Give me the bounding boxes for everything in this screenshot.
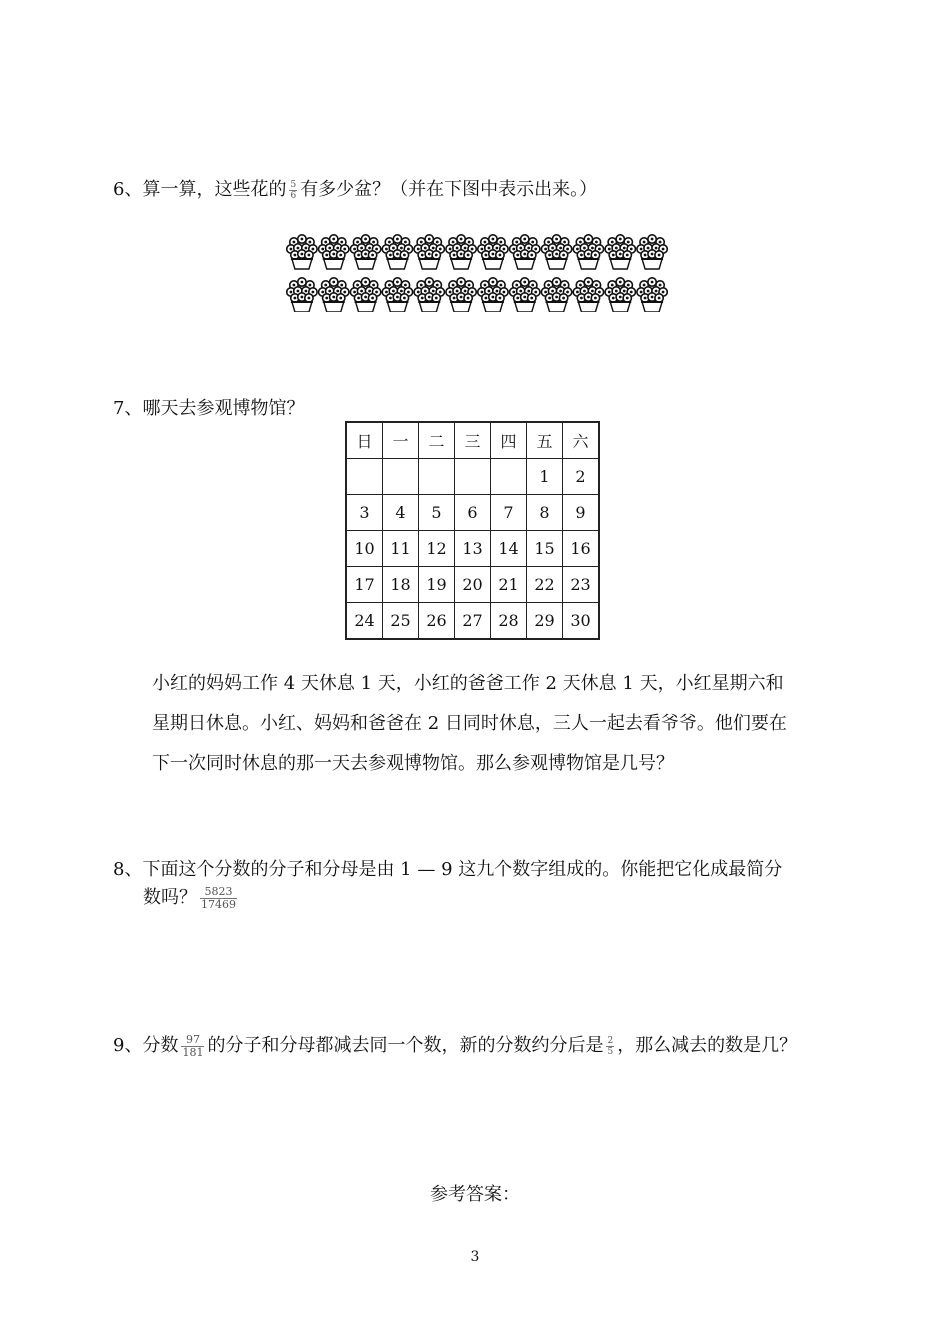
question-8-line-2 (143, 885, 240, 911)
calendar-week-row (346, 567, 599, 603)
flower-pot-icon (446, 278, 476, 312)
calendar-day-cell: 13 (455, 531, 491, 567)
q8-fraction-denominator: 17469 (201, 897, 236, 911)
q9-fraction-2-numerator: 2 (607, 1035, 614, 1046)
flower-pots-illustration (286, 234, 668, 312)
question-7-title: 7、哪天去参观博物馆？ (113, 398, 305, 419)
calendar-day-cell: 5 (419, 495, 455, 531)
flower-pot-icon (350, 235, 380, 269)
flower-pot-icon (637, 235, 667, 269)
calendar-week-row (346, 495, 599, 531)
weekday-header: 二 (419, 422, 455, 459)
calendar-day-cell: 23 (563, 567, 600, 603)
flower-pot-icon (605, 235, 635, 269)
flower-pot-icon (319, 235, 349, 269)
q9-text-middle: 的分子和分母都减去同一个数，新的分数约分后是 (207, 1035, 604, 1056)
calendar-day-cell: 4 (383, 495, 419, 531)
q6-text-after: 有多少盆？（并在下图中表示出来。） (300, 179, 598, 200)
calendar-week-row (346, 603, 599, 640)
calendar-week-row (346, 531, 599, 567)
calendar-day-cell: 15 (527, 531, 563, 567)
flower-pot-icon (573, 278, 603, 312)
weekday-header: 一 (383, 422, 419, 459)
question-7-paragraph (152, 668, 842, 780)
q9-text-after: ，那么减去的数是几？ (617, 1035, 798, 1056)
q9-fraction-1 (181, 1034, 204, 1059)
q9-fraction-2-denominator: 5 (607, 1046, 614, 1057)
calendar-day-cell: 29 (527, 603, 563, 640)
flower-pot-icon (478, 235, 508, 269)
paragraph-line: 下一次同时休息的那一天去参观博物馆。那么参观博物馆是几号？ (152, 753, 674, 774)
calendar-week-row (346, 459, 599, 495)
flower-pot-icon (287, 278, 317, 312)
flower-pot-icon (382, 235, 412, 269)
flower-pot-icon (478, 278, 508, 312)
weekday-header: 日 (346, 422, 383, 459)
flower-pot-icon (319, 278, 349, 312)
calendar-table (345, 421, 600, 640)
flower-pot-icon (510, 278, 540, 312)
weekday-header: 三 (455, 422, 491, 459)
q9-fraction-1-numerator: 97 (181, 1034, 204, 1047)
question-9 (113, 1033, 797, 1059)
calendar-day-cell (383, 459, 419, 495)
flower-pot-icon (541, 278, 571, 312)
q6-fraction (289, 180, 297, 201)
q6-text-before: 6、算一算，这些花的 (113, 179, 287, 200)
calendar-day-cell (491, 459, 527, 495)
calendar-day-cell: 30 (563, 603, 600, 640)
calendar-day-cell: 1 (527, 459, 563, 495)
paragraph-line: 小红的妈妈工作 4 天休息 1 天，小红的爸爸工作 2 天休息 1 天，小红星期六和 (152, 673, 784, 694)
flower-pot-icon (414, 235, 444, 269)
calendar-day-cell: 24 (346, 603, 383, 640)
calendar-day-cell: 22 (527, 567, 563, 603)
calendar-header-row (346, 422, 599, 459)
calendar-day-cell: 10 (346, 531, 383, 567)
calendar-day-cell: 14 (491, 531, 527, 567)
flower-pot-icon (350, 278, 380, 312)
weekday-header: 五 (527, 422, 563, 459)
calendar-day-cell: 25 (383, 603, 419, 640)
calendar-day-cell: 16 (563, 531, 600, 567)
calendar-day-cell (455, 459, 491, 495)
q6-fraction-denominator: 6 (290, 190, 297, 201)
calendar-day-cell: 20 (455, 567, 491, 603)
calendar-day-cell: 2 (563, 459, 600, 495)
q8-fraction-numerator: 5823 (200, 886, 237, 899)
paragraph-line: 星期日休息。小红、妈妈和爸爸在 2 日同时休息，三人一起去看爷爷。他们要在 (152, 713, 787, 734)
weekday-header: 四 (491, 422, 527, 459)
q6-fraction-numerator: 5 (290, 179, 297, 190)
calendar-day-cell: 12 (419, 531, 455, 567)
calendar-day-cell: 28 (491, 603, 527, 640)
q9-text-before: 9、分数 (113, 1035, 179, 1056)
flower-pot-icon (510, 235, 540, 269)
q8-text: 数吗？ (143, 887, 197, 908)
flower-pot-icon (573, 235, 603, 269)
answer-heading: 参考答案： (430, 1184, 520, 1205)
flower-pot-icon (446, 235, 476, 269)
flower-pot-icon (382, 278, 412, 312)
q8-fraction (200, 886, 237, 911)
calendar-day-cell: 3 (346, 495, 383, 531)
calendar-day-cell: 17 (346, 567, 383, 603)
question-8-line-1: 8、下面这个分数的分子和分母是由 1 — 9 这九个数字组成的。你能把它化成最简分 (113, 859, 783, 880)
calendar-day-cell: 8 (527, 495, 563, 531)
calendar-day-cell (346, 459, 383, 495)
calendar-day-cell: 19 (419, 567, 455, 603)
question-6 (113, 177, 597, 203)
calendar-day-cell: 9 (563, 495, 600, 531)
calendar-day-cell: 7 (491, 495, 527, 531)
calendar-day-cell (419, 459, 455, 495)
page-number: 3 (470, 1249, 480, 1265)
calendar-day-cell: 11 (383, 531, 419, 567)
calendar-day-cell: 18 (383, 567, 419, 603)
flower-pot-icon (414, 278, 444, 312)
calendar-day-cell: 27 (455, 603, 491, 640)
flower-pot-icon (637, 278, 667, 312)
flower-pot-icon (605, 278, 635, 312)
calendar-day-cell: 6 (455, 495, 491, 531)
calendar-day-cell: 21 (491, 567, 527, 603)
weekday-header: 六 (563, 422, 600, 459)
calendar-day-cell: 26 (419, 603, 455, 640)
flower-pot-icon (541, 235, 571, 269)
q9-fraction-1-denominator: 181 (182, 1045, 204, 1059)
q9-fraction-2 (606, 1036, 614, 1057)
flower-pot-icon (287, 235, 317, 269)
